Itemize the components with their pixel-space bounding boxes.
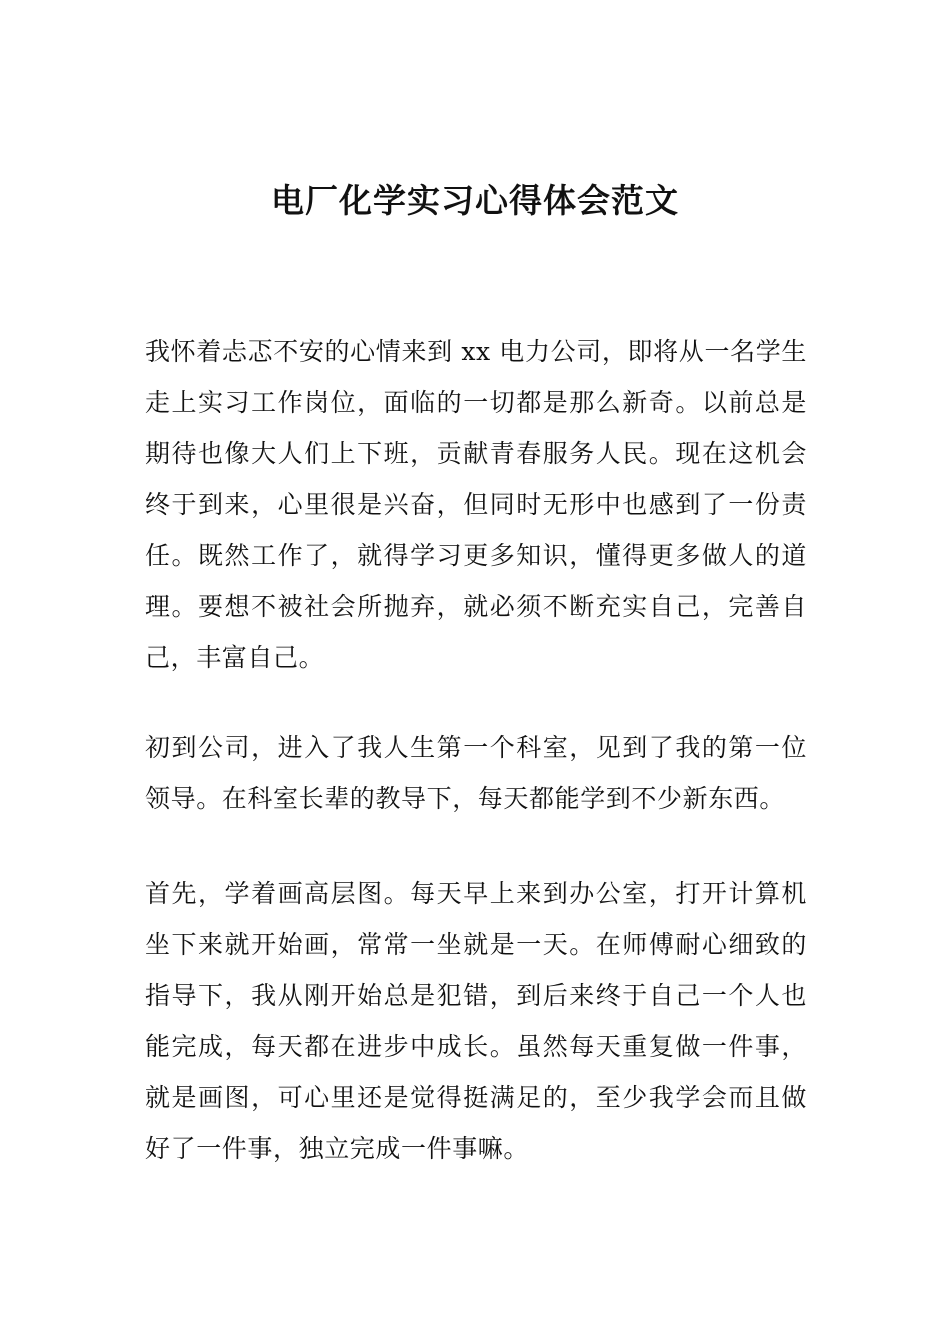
paragraph-first-day: 初到公司，进入了我人生第一个科室，见到了我的第一位领导。在科室长辈的教导下，每天都能学到不少新东西。 <box>145 733 807 813</box>
document-title: 电厂化学实习心得体会范文 <box>271 181 679 220</box>
paragraph-intro: 我怀着忐忑不安的心情来到 xx 电力公司，即将从一名学生走上实习工作岗位，面临的一切都是那么新奇。以前总是期待也像大人们上下班，贡献青春服务人民。现在这机会终于到来，心里很是兴奋，但同时无形中也感到了一份责任。既然工作了，就得学习更多知识，懂得更多做人的道理。要想不被社会所抛弃，就必须不断充实自己，完善自己，丰富自己。 <box>145 337 807 672</box>
paragraph-drawing: 首先，学着画高层图。每天早上来到办公室，打开计算机坐下来就开始画，常常一坐就是一天。在师傅耐心细致的指导下，我从刚开始总是犯错，到后来终于自己一个人也能完成，每天都在进步中成长。虽然每天重复做一件事，就是画图，可心里还是觉得挺满足的，至少我学会而且做好了一件事，独立完成一件事嘛。 <box>145 879 807 1163</box>
